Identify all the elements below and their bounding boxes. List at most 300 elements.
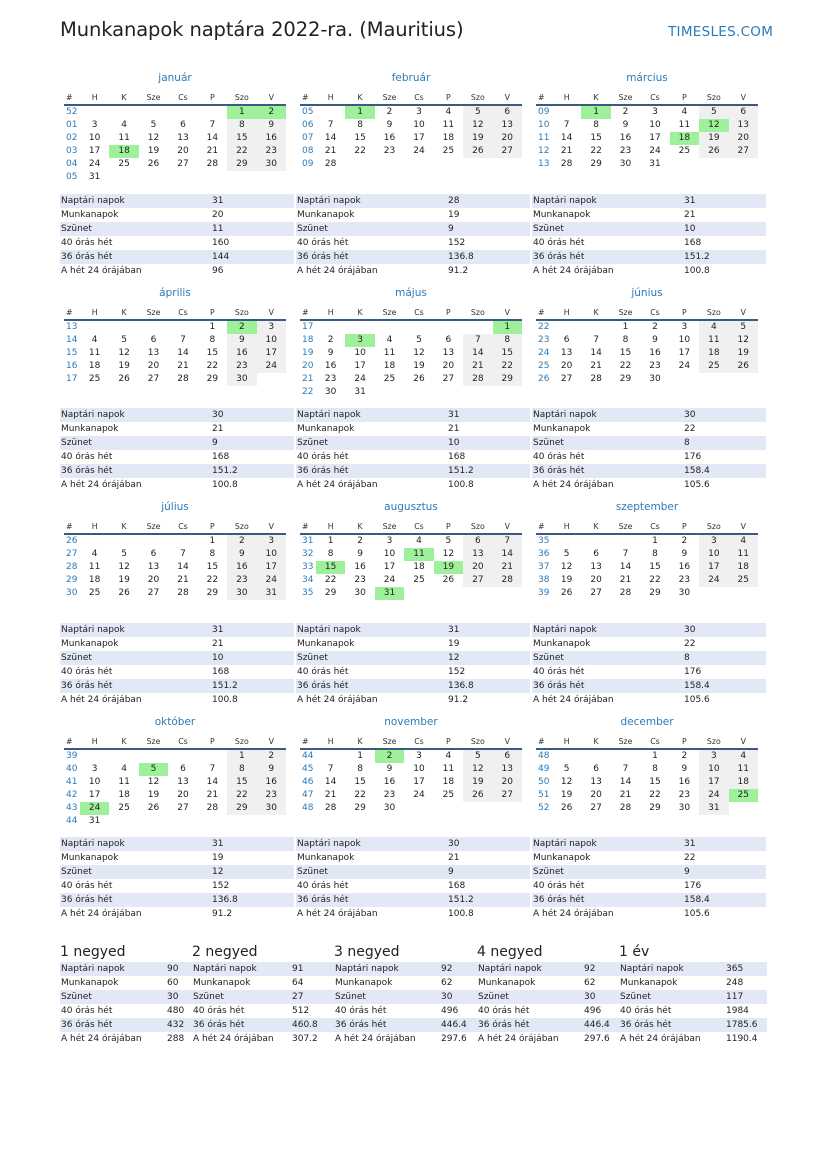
month-calendar (536, 72, 758, 171)
week-row (300, 158, 522, 171)
day-cell: 17 (88, 790, 101, 800)
empty-day-cell (168, 750, 197, 763)
week-number: 52 (66, 107, 78, 117)
stat-row (296, 893, 530, 907)
quarter-stats (619, 962, 758, 1046)
weekday-label: H (327, 737, 334, 746)
stat-value: 446.4 (441, 1020, 467, 1030)
week-number: 13 (66, 322, 78, 332)
stat-value: 151.2 (448, 466, 474, 476)
stat-row (60, 236, 294, 250)
weekday-label: # (302, 522, 309, 531)
empty-day-cell (493, 158, 522, 171)
week-row (64, 789, 286, 802)
day-cell: 6 (445, 335, 452, 345)
day-cell: 12 (147, 133, 160, 143)
empty-day-cell (404, 386, 433, 399)
day-cell: 13 (147, 348, 160, 358)
empty-day-cell (404, 321, 433, 334)
stat-value: 62 (584, 978, 596, 988)
empty-day-cell (552, 535, 581, 548)
day-cell: 2 (327, 335, 334, 345)
week-number: 34 (302, 575, 314, 585)
week-row (300, 334, 522, 347)
day-cell: 29 (493, 373, 522, 386)
stat-value: 117 (726, 992, 744, 1002)
day-cell: 17 (413, 133, 425, 143)
weekday-label: P (682, 737, 687, 746)
day-cell: 30 (227, 587, 256, 600)
weekday-label: P (210, 308, 215, 317)
day-cell: 19 (413, 361, 425, 371)
day-cell: 21 (619, 575, 632, 585)
day-cell: 5 (699, 106, 728, 119)
day-cell: 13 (147, 562, 160, 572)
stat-value: 10 (448, 438, 460, 448)
stat-label: Munkanapok (297, 639, 355, 649)
day-cell: 12 (463, 119, 492, 132)
day-cell: 24 (678, 361, 691, 371)
stat-row (60, 1018, 196, 1032)
stat-label: A hét 24 órájában (297, 480, 378, 490)
weekday-label: Sze (382, 93, 397, 102)
day-cell: 13 (177, 777, 189, 787)
weekday-label: Szo (706, 308, 721, 317)
stat-value: 12 (448, 653, 460, 663)
month-name: augusztus (384, 501, 438, 513)
stat-value: 19 (448, 639, 460, 649)
day-cell: 22 (649, 575, 661, 585)
day-cell: 11 (729, 763, 758, 776)
stat-value: 1984 (726, 1006, 749, 1016)
stat-row (296, 222, 530, 236)
stat-row (532, 851, 766, 865)
empty-day-cell (80, 750, 109, 763)
day-cell: 1 (652, 751, 658, 761)
day-cell: 12 (147, 777, 160, 787)
day-cell: 5 (139, 763, 168, 776)
day-cell: 16 (649, 348, 661, 358)
day-cell: 16 (257, 132, 286, 145)
quarter-title: 1 negyed (60, 944, 126, 960)
day-cell: 3 (416, 751, 422, 761)
stat-label: 40 órás hét (61, 238, 113, 248)
day-cell: 15 (227, 132, 256, 145)
day-cell: 8 (593, 120, 599, 130)
week-number: 05 (302, 107, 314, 117)
month-stats (60, 837, 294, 921)
weekday-label: Cs (650, 522, 660, 531)
stat-value: 105.6 (684, 909, 710, 919)
stat-label: 40 órás hét (61, 667, 113, 677)
day-cell: 15 (354, 133, 366, 143)
stat-label: A hét 24 órájában (297, 695, 378, 705)
day-cell: 16 (619, 133, 632, 143)
stat-value: 60 (167, 978, 179, 988)
empty-day-cell (109, 815, 138, 828)
stat-value: 297.6 (441, 1034, 467, 1044)
stat-row (60, 194, 294, 208)
stat-label: A hét 24 órájában (533, 695, 614, 705)
stat-label: Naptári napok (533, 625, 597, 635)
weekday-label: Szo (470, 737, 485, 746)
stat-row (532, 236, 766, 250)
day-cell: 28 (324, 159, 337, 169)
stat-label: Szünet (478, 992, 509, 1002)
day-cell: 5 (463, 106, 492, 119)
day-cell: 4 (681, 107, 688, 117)
week-row (536, 360, 758, 373)
day-cell: 11 (699, 334, 728, 347)
week-row (300, 106, 522, 119)
weekday-label: Szo (470, 522, 485, 531)
stat-label: 40 órás hét (61, 881, 113, 891)
week-number: 44 (302, 751, 314, 761)
stat-value: 168 (212, 452, 230, 462)
stat-row (60, 222, 294, 236)
stat-value: 30 (167, 992, 179, 1002)
day-cell: 1 (327, 536, 334, 546)
weekday-label: Sze (146, 522, 161, 531)
month-calendar (536, 716, 758, 815)
weekday-label: Sze (618, 308, 633, 317)
day-cell: 12 (560, 562, 573, 572)
stat-label: Szünet (533, 224, 564, 234)
week-number: 01 (66, 120, 78, 130)
weekday-label: P (446, 737, 451, 746)
day-cell: 2 (681, 536, 688, 546)
stat-value: 100.8 (448, 909, 474, 919)
empty-day-cell (404, 158, 433, 171)
stat-row (296, 879, 530, 893)
empty-day-cell (109, 321, 138, 334)
day-cell: 5 (150, 120, 157, 130)
stat-label: Szünet (297, 867, 328, 877)
day-cell: 31 (649, 159, 661, 169)
day-cell: 24 (257, 360, 286, 373)
day-cell: 20 (147, 575, 160, 585)
day-cell: 1 (345, 106, 374, 119)
day-cell: 15 (649, 777, 661, 787)
stat-label: 36 órás hét (61, 681, 113, 691)
day-cell: 4 (91, 335, 98, 345)
stat-row (60, 422, 294, 436)
day-cell: 28 (463, 373, 492, 386)
stat-label: Szünet (61, 867, 92, 877)
day-cell: 29 (324, 588, 337, 598)
week-number: 31 (302, 536, 314, 546)
day-cell: 28 (324, 803, 337, 813)
day-cell: 22 (590, 146, 602, 156)
weekday-label: K (121, 93, 127, 102)
stat-value: 31 (212, 625, 224, 635)
empty-day-cell (168, 106, 197, 119)
quarter-title: 1 év (619, 944, 650, 960)
week-number: 35 (538, 536, 550, 546)
stat-label: Naptári napok (297, 625, 361, 635)
day-cell: 23 (227, 574, 256, 587)
stat-label: Naptári napok (297, 196, 361, 206)
day-cell: 26 (699, 145, 728, 158)
day-cell: 2 (386, 107, 393, 117)
day-cell: 12 (729, 334, 758, 347)
day-cell: 14 (324, 777, 337, 787)
stat-row (477, 1004, 613, 1018)
day-cell: 14 (463, 347, 492, 360)
day-cell: 23 (678, 575, 691, 585)
day-cell: 4 (121, 120, 127, 130)
stat-value: 91.2 (448, 266, 469, 276)
stat-row (619, 1018, 758, 1032)
brand-logo-link[interactable]: TIMESLES.COM (668, 24, 774, 40)
day-cell: 23 (354, 575, 366, 585)
day-cell: 3 (345, 334, 374, 347)
day-cell: 4 (121, 764, 127, 774)
stat-row (296, 236, 530, 250)
stat-label: Szünet (533, 867, 564, 877)
weekday-label: V (740, 737, 746, 746)
day-cell: 12 (442, 549, 455, 559)
day-cell: 15 (354, 777, 366, 787)
stat-label: 36 órás hét (297, 895, 349, 905)
empty-day-cell (257, 171, 286, 184)
day-cell: 17 (678, 348, 691, 358)
day-cell: 21 (560, 146, 573, 156)
day-cell: 22 (493, 360, 522, 373)
stat-value: 151.2 (212, 681, 238, 691)
day-cell: 6 (150, 549, 157, 559)
weekday-label: P (682, 93, 687, 102)
stat-value: 152 (212, 881, 230, 891)
month-stats (60, 623, 294, 707)
empty-day-cell (670, 158, 699, 171)
day-cell: 10 (257, 334, 286, 347)
day-cell: 14 (206, 777, 219, 787)
stat-row (296, 907, 530, 921)
month-stats (532, 623, 766, 707)
day-cell: 3 (699, 535, 728, 548)
month-name: július (161, 501, 189, 513)
week-number: 16 (66, 361, 78, 371)
stat-value: 22 (684, 853, 696, 863)
stat-value: 64 (292, 978, 304, 988)
weekday-label: Cs (414, 308, 424, 317)
day-cell: 26 (147, 803, 160, 813)
stat-row (296, 837, 530, 851)
weekday-label: H (563, 522, 570, 531)
day-cell: 20 (590, 575, 602, 585)
day-cell: 14 (493, 548, 522, 561)
weekday-label: Szo (706, 737, 721, 746)
day-cell: 11 (118, 777, 130, 787)
week-number: 17 (66, 374, 78, 384)
day-cell: 2 (227, 321, 256, 334)
weekday-label: V (268, 308, 274, 317)
day-cell: 17 (699, 776, 728, 789)
week-row (64, 561, 286, 574)
weekday-label: # (302, 93, 309, 102)
stat-row (532, 208, 766, 222)
day-cell: 31 (699, 802, 728, 815)
stat-label: A hét 24 órájában (297, 909, 378, 919)
stat-value: 92 (441, 964, 453, 974)
stat-label: Munkanapok (335, 978, 393, 988)
day-cell: 19 (729, 347, 758, 360)
empty-day-cell (493, 386, 522, 399)
week-row (64, 763, 286, 776)
stat-label: Naptári napok (297, 839, 361, 849)
stat-row (532, 879, 766, 893)
empty-day-cell (109, 171, 138, 184)
stat-label: Munkanapok (61, 853, 119, 863)
stat-value: 176 (684, 881, 702, 891)
stat-row (532, 665, 766, 679)
week-number: 38 (538, 575, 550, 585)
day-cell: 20 (147, 361, 160, 371)
day-cell: 27 (442, 374, 455, 384)
day-cell: 6 (729, 106, 758, 119)
week-row (536, 158, 758, 171)
week-row (300, 386, 522, 399)
stat-row (60, 464, 294, 478)
stat-value: 21 (684, 210, 696, 220)
stat-row (296, 208, 530, 222)
day-cell: 18 (109, 145, 138, 158)
week-number: 47 (302, 790, 314, 800)
week-row (536, 574, 758, 587)
stat-value: 168 (684, 238, 702, 248)
day-cell: 14 (206, 133, 219, 143)
week-number: 26 (66, 536, 78, 546)
day-cell: 9 (227, 334, 256, 347)
day-cell: 1 (652, 536, 658, 546)
day-cell: 17 (383, 562, 396, 572)
quarter-stats (192, 962, 328, 1046)
day-cell: 21 (177, 361, 189, 371)
stat-label: Munkanapok (297, 853, 355, 863)
day-cell: 31 (257, 587, 286, 600)
day-cell: 16 (354, 562, 366, 572)
day-cell: 19 (118, 361, 130, 371)
week-row (300, 789, 522, 802)
day-cell: 1 (227, 106, 256, 119)
day-cell: 7 (563, 120, 570, 130)
stat-row (296, 478, 530, 492)
week-row (536, 548, 758, 561)
day-cell: 7 (209, 764, 216, 774)
week-number: 22 (538, 322, 550, 332)
weekday-header (300, 735, 522, 750)
day-cell: 24 (383, 575, 396, 585)
stat-value: 31 (448, 410, 460, 420)
week-number: 52 (538, 803, 550, 813)
weekday-label: P (682, 308, 687, 317)
stat-row (296, 436, 530, 450)
day-cell: 14 (619, 777, 632, 787)
stat-row (334, 1018, 470, 1032)
empty-day-cell (463, 802, 492, 815)
week-row (64, 171, 286, 184)
weekday-label: Sze (146, 308, 161, 317)
week-number: 09 (538, 107, 550, 117)
empty-day-cell (316, 321, 345, 334)
stat-row (60, 1032, 196, 1046)
empty-day-cell (168, 535, 197, 548)
stat-label: Munkanapok (478, 978, 536, 988)
stat-value: 152 (448, 667, 466, 677)
day-cell: 3 (257, 321, 286, 334)
day-cell: 22 (206, 361, 219, 371)
weekday-label: H (327, 93, 334, 102)
empty-day-cell (463, 321, 492, 334)
stat-row (532, 222, 766, 236)
stat-value: 91.2 (212, 909, 233, 919)
weekday-label: P (446, 308, 451, 317)
day-cell: 25 (413, 575, 425, 585)
stat-label: Naptári napok (335, 964, 399, 974)
day-cell: 6 (180, 764, 186, 774)
month-name: február (391, 72, 431, 84)
weekday-label: K (593, 737, 599, 746)
weekday-header (536, 306, 758, 321)
week-row (536, 106, 758, 119)
empty-day-cell (139, 106, 168, 119)
day-cell: 20 (442, 361, 455, 371)
empty-day-cell (404, 587, 433, 600)
stat-value: 512 (292, 1006, 310, 1016)
stat-row (296, 651, 530, 665)
stat-value: 480 (167, 1006, 185, 1016)
empty-day-cell (434, 321, 463, 334)
weekday-label: Sze (618, 522, 633, 531)
day-cell: 19 (147, 146, 160, 156)
stat-row (619, 1004, 755, 1018)
day-cell: 20 (729, 132, 758, 145)
stat-row (296, 250, 530, 264)
day-cell: 9 (357, 549, 363, 559)
stat-row (532, 436, 766, 450)
day-cell: 13 (463, 548, 492, 561)
day-cell: 14 (560, 133, 573, 143)
stat-row (296, 408, 530, 422)
month-stats (60, 194, 294, 278)
day-cell: 25 (88, 374, 101, 384)
day-cell: 22 (324, 575, 337, 585)
day-cell: 9 (681, 764, 688, 774)
month-calendar (536, 501, 758, 600)
day-cell: 12 (118, 562, 130, 572)
week-number: 14 (66, 335, 78, 345)
day-cell: 20 (177, 790, 189, 800)
empty-day-cell (109, 106, 138, 119)
stat-value: 8 (684, 438, 690, 448)
stat-label: 40 órás hét (297, 452, 349, 462)
day-cell: 19 (434, 561, 463, 574)
week-row (300, 561, 522, 574)
day-cell: 11 (88, 562, 101, 572)
month-name: január (158, 72, 192, 84)
weekday-label: Cs (650, 308, 660, 317)
week-row (300, 373, 522, 386)
stat-label: 40 órás hét (533, 238, 585, 248)
day-cell: 18 (729, 776, 758, 789)
month-calendar (64, 501, 286, 600)
day-cell: 27 (493, 145, 522, 158)
stat-value: 10 (684, 224, 696, 234)
day-cell: 18 (699, 347, 728, 360)
stat-value: 136.8 (448, 252, 474, 262)
week-number: 12 (538, 146, 550, 156)
